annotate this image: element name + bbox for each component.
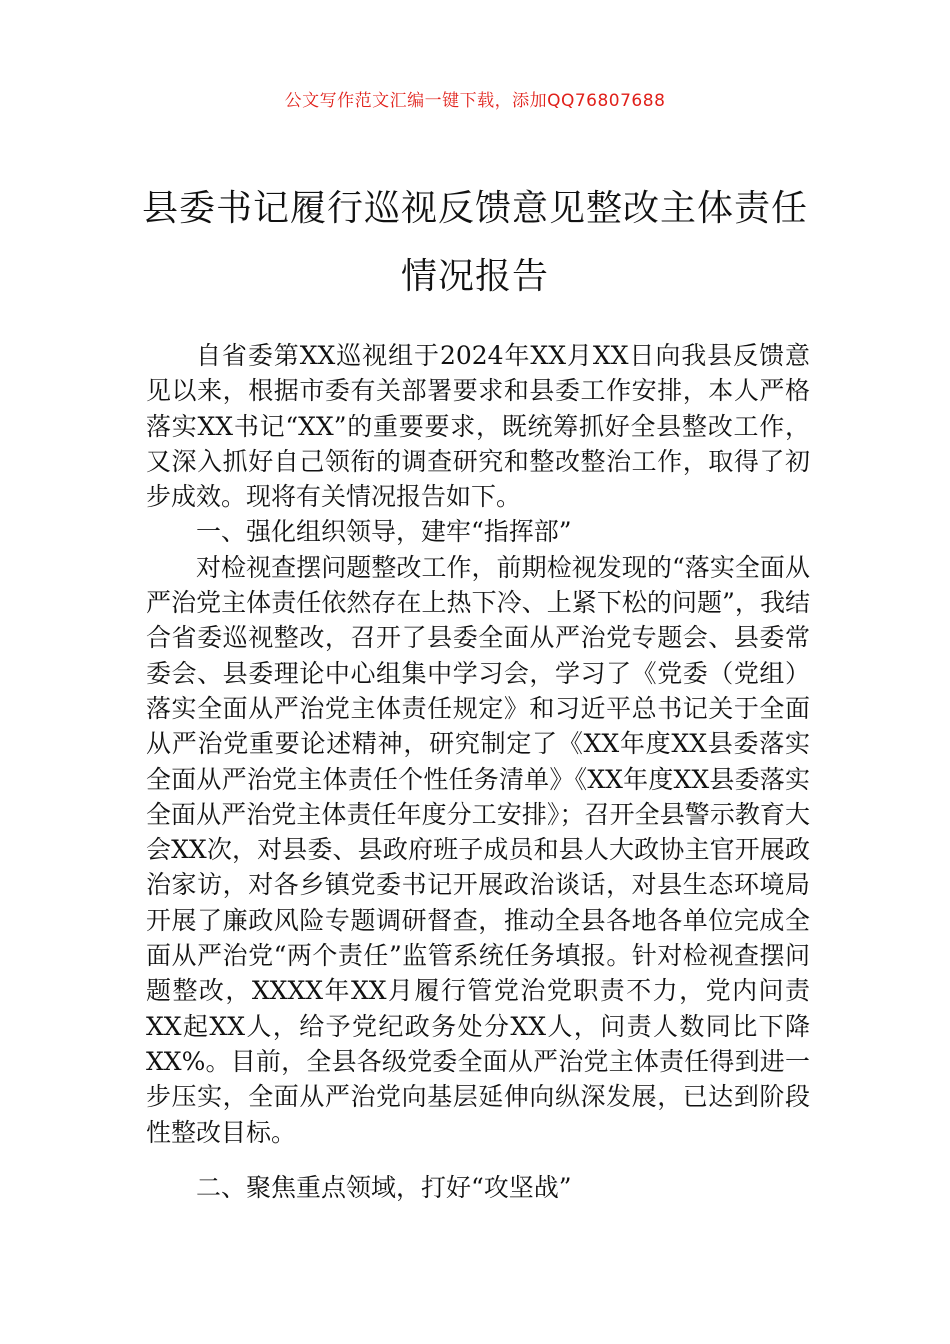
document-body — [146, 338, 810, 1205]
section-1-paragraph: 对检视查摆问题整改工作，前期检视发现的“落实全面从严治党主体责任依然存在上热下冷、上紧下松的问题”，我结合省委巡视整改，召开了县委全面从严治党专题会、县委常委会、县委理论中心组集中学习会，学习了《党委（党组）落实全面从严治党主体责任规定》和习近平总书记关于全面从严治党重要论述精神，研究制定了《XX年度XX县委落实全面从严治党主体责任个性任务清单》《XX年度XX县委落实全面从严治党主体责任年度分工安排》；召开全县警示教育大会XX次，对县委、县政府班子成员和县人大政协主官开展政治家访，对各乡镇党委书记开展政治谈话，对县生态环境局开展了廉政风险专题调研督查，推动全县各地各单位完成全面从严治党“两个责任”监管系统任务填报。针对检视查摆问题整改，XXXX年XX月履行管党治党职责不力，党内问责XX起XX人，给予党纪政务处分XX人，问责人数同比下降XX%。目前，全县各级党委全面从严治党主体责任得到进一步压实，全面从严治党向基层延伸向纵深发展，已达到阶段性整改目标。 — [146, 552, 810, 1147]
intro-paragraph: 自省委第XX巡视组于2024年XX月XX日向我县反馈意见以来，根据市委有关部署要求和县委工作安排，本人严格落实XX书记“XX”的重要要求，既统筹抓好全县整改工作，又深入抓好自己领衔的调查研究和整改整治工作，取得了初步成效。现将有关情况报告如下。 — [146, 341, 810, 512]
document-title-line-1: 县委书记履行巡视反馈意见整改主体责任 — [141, 188, 808, 229]
section-1-heading: 一、强化组织领导，建牢“指挥部” — [196, 517, 572, 547]
download-promo-note: 公文写作范文汇编一键下载，添加QQ76807688 — [284, 91, 666, 111]
section-2-heading: 二、聚焦重点领域，打好“攻坚战” — [196, 1172, 572, 1202]
document-title-line-2: 情况报告 — [400, 256, 549, 297]
